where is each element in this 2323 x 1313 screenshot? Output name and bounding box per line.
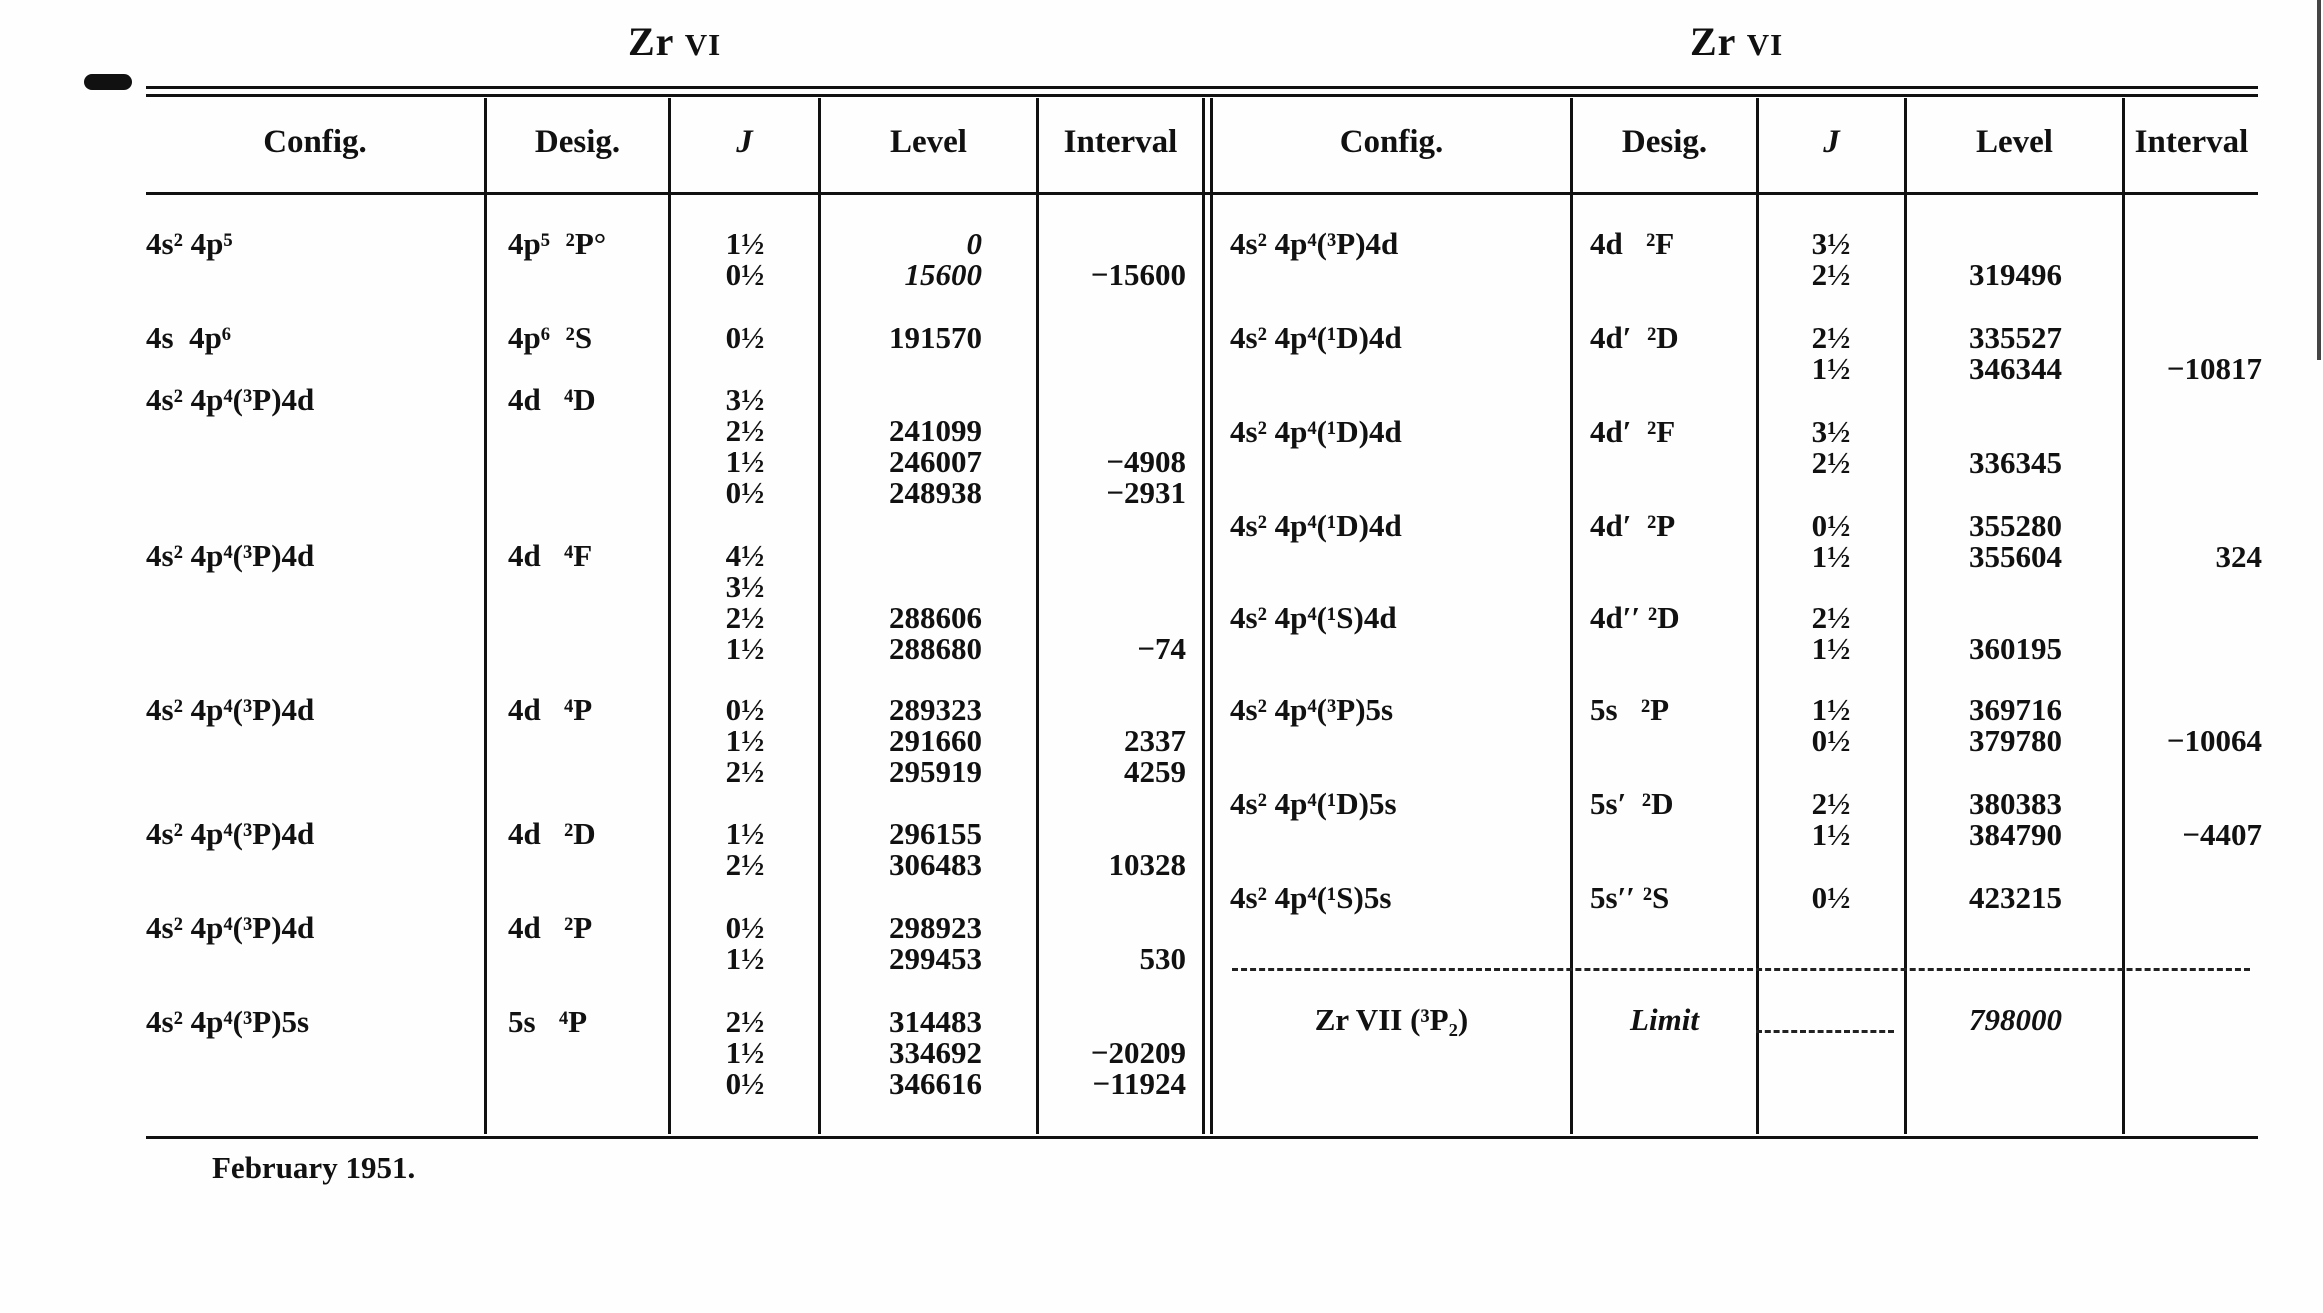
level-cell: 314483 334692 346616	[889, 1004, 982, 1101]
desig-cell: 4d ²D	[508, 816, 596, 851]
vrule-right-level	[2122, 98, 2125, 1134]
publication-date: February 1951.	[212, 1150, 416, 1185]
vrule-left-desig	[668, 98, 671, 1134]
interval-cell: −15600	[1090, 257, 1186, 292]
level-cell: 0 15600	[904, 226, 982, 292]
desig-cell: 4d ⁴F	[508, 538, 593, 573]
j-cell: 3½ 2½	[1811, 414, 1851, 480]
j-cell: 1½ 0½	[725, 226, 765, 292]
config-cell: 4s² 4p⁴(¹D)4d	[1230, 320, 1402, 355]
right-title-element: Zr	[1690, 19, 1736, 64]
desig-cell: 4d ²P	[508, 910, 593, 945]
j-cell: 2½ 1½	[1811, 786, 1851, 852]
limit-label-cell: Limit	[1630, 1002, 1699, 1037]
right-header-level: Level	[1976, 124, 2053, 160]
interval-cell: −74	[1137, 631, 1186, 666]
interval-cell: −10064	[2166, 723, 2262, 758]
bottom-rule	[146, 1136, 2258, 1139]
limit-j-dash	[1756, 1030, 1894, 1033]
config-cell: 4s² 4p⁴(³P)4d	[1230, 226, 1399, 261]
interval-cell: −4908 −2931	[1106, 444, 1186, 510]
j-cell: 0½ 1½	[1811, 508, 1851, 574]
limit-config-cell: Zr VII (³P₂)	[1314, 1002, 1469, 1037]
vrule-left-level	[1036, 98, 1039, 1134]
config-cell: 4s² 4p⁴(¹S)4d	[1230, 600, 1397, 635]
desig-cell: 4d′ ²F	[1590, 414, 1676, 449]
j-cell: 2½ 1½ 0½	[725, 1004, 765, 1101]
left-title-ion: VI	[684, 27, 722, 62]
j-cell: 1½ 0½	[1811, 692, 1851, 758]
right-title-ion: VI	[1746, 27, 1784, 62]
j-cell: 0½ 1½ 2½	[725, 692, 765, 789]
interval-cell: −4407	[2182, 817, 2262, 852]
level-cell: 335527 346344	[1969, 320, 2062, 386]
config-cell: 4s² 4p⁵	[146, 226, 233, 261]
config-cell: 4s² 4p⁴(³P)4d	[146, 816, 315, 851]
desig-cell: 5s′′ ²S	[1590, 880, 1670, 915]
left-header-desig: Desig.	[534, 124, 621, 160]
config-cell: 4s² 4p⁴(³P)4d	[146, 538, 315, 573]
vrule-right-j	[1904, 98, 1907, 1134]
config-cell: 4s² 4p⁴(³P)5s	[146, 1004, 310, 1039]
level-cell: 423215	[1969, 880, 2062, 915]
level-cell: 369716 379780	[1969, 692, 2062, 758]
desig-cell: 5s′ ²D	[1590, 786, 1674, 821]
config-cell: 4s² 4p⁴(³P)5s	[1230, 692, 1394, 727]
config-cell: 4s² 4p⁴(¹S)5s	[1230, 880, 1392, 915]
level-cell: 355280 355604	[1969, 508, 2062, 574]
level-cell: 241099 246007 248938	[889, 413, 982, 510]
vrule-right-config	[1570, 98, 1573, 1134]
vrule-left-j	[818, 98, 821, 1134]
desig-cell: 5s ⁴P	[508, 1004, 588, 1039]
j-cell: 0½	[1811, 880, 1851, 915]
page-edge-mark	[2317, 0, 2321, 360]
j-cell: 2½ 1½	[1811, 600, 1851, 666]
interval-cell: −10817	[2166, 351, 2262, 386]
limit-separator	[1232, 968, 2250, 971]
config-cell: 4s² 4p⁴(¹D)4d	[1230, 508, 1402, 543]
level-cell: 296155 306483	[889, 816, 982, 882]
desig-cell: 4d ⁴D	[508, 382, 596, 417]
right-header-desig: Desig.	[1621, 124, 1708, 160]
desig-cell: 4d′ ²P	[1590, 508, 1676, 543]
desig-cell: 4d′′ ²D	[1590, 600, 1680, 635]
level-cell: 191570	[889, 320, 982, 355]
left-table-title	[628, 18, 721, 65]
desig-cell: 4d ²F	[1590, 226, 1675, 261]
config-cell: 4s² 4p⁴(¹D)5s	[1230, 786, 1397, 821]
right-header-config: Config.	[1339, 124, 1444, 160]
desig-cell: 4p⁶ ²S	[508, 320, 593, 355]
desig-cell: 4d ⁴P	[508, 692, 593, 727]
vrule-right-desig	[1756, 98, 1759, 1134]
desig-cell: 4p⁵ ²P°	[508, 226, 607, 261]
vrule-center-b	[1210, 98, 1213, 1134]
level-cell: 298923 299453	[889, 910, 982, 976]
level-cell: 289323 291660 295919	[889, 692, 982, 789]
vrule-center-a	[1202, 98, 1205, 1134]
left-header-interval: Interval	[1063, 124, 1178, 160]
right-header-j: J	[1823, 124, 1840, 160]
interval-cell: −20209 −11924	[1090, 1035, 1186, 1101]
config-cell: 4s² 4p⁴(³P)4d	[146, 382, 315, 417]
config-cell: 4s² 4p⁴(³P)4d	[146, 692, 315, 727]
config-cell: 4s 4p⁶	[146, 320, 232, 355]
top-rule-upper	[146, 86, 2258, 89]
left-header-j: J	[736, 124, 753, 160]
right-header-interval: Interval	[2134, 124, 2249, 160]
j-cell: 0½	[725, 320, 765, 355]
config-cell: 4s² 4p⁴(¹D)4d	[1230, 414, 1402, 449]
desig-cell: 5s ²P	[1590, 692, 1670, 727]
level-cell: 288606 288680	[889, 600, 982, 666]
interval-cell: 324	[2215, 539, 2262, 574]
limit-level-cell: 798000	[1969, 1002, 2062, 1037]
level-cell: 319496	[1969, 257, 2062, 292]
right-table-title	[1690, 18, 1783, 65]
interval-cell: 10328	[1108, 847, 1186, 882]
level-cell: 380383 384790	[1969, 786, 2062, 852]
j-cell: 0½ 1½	[725, 910, 765, 976]
level-cell: 360195	[1969, 631, 2062, 666]
top-rule-lower	[146, 94, 2258, 97]
interval-cell: 2337 4259	[1124, 723, 1186, 789]
config-cell: 4s² 4p⁴(³P)4d	[146, 910, 315, 945]
j-cell: 3½ 2½	[1811, 226, 1851, 292]
j-cell: 4½ 3½ 2½ 1½	[725, 538, 765, 666]
interval-cell: 530	[1139, 941, 1186, 976]
vrule-left-config	[484, 98, 487, 1134]
left-header-level: Level	[890, 124, 967, 160]
j-cell: 3½ 2½ 1½ 0½	[725, 382, 765, 510]
desig-cell: 4d′ ²D	[1590, 320, 1679, 355]
left-title-element: Zr	[628, 19, 674, 64]
level-cell: 336345	[1969, 445, 2062, 480]
j-cell: 2½ 1½	[1811, 320, 1851, 386]
left-header-config: Config.	[263, 124, 367, 160]
j-cell: 1½ 2½	[725, 816, 765, 882]
ink-blot-mark	[84, 74, 132, 90]
